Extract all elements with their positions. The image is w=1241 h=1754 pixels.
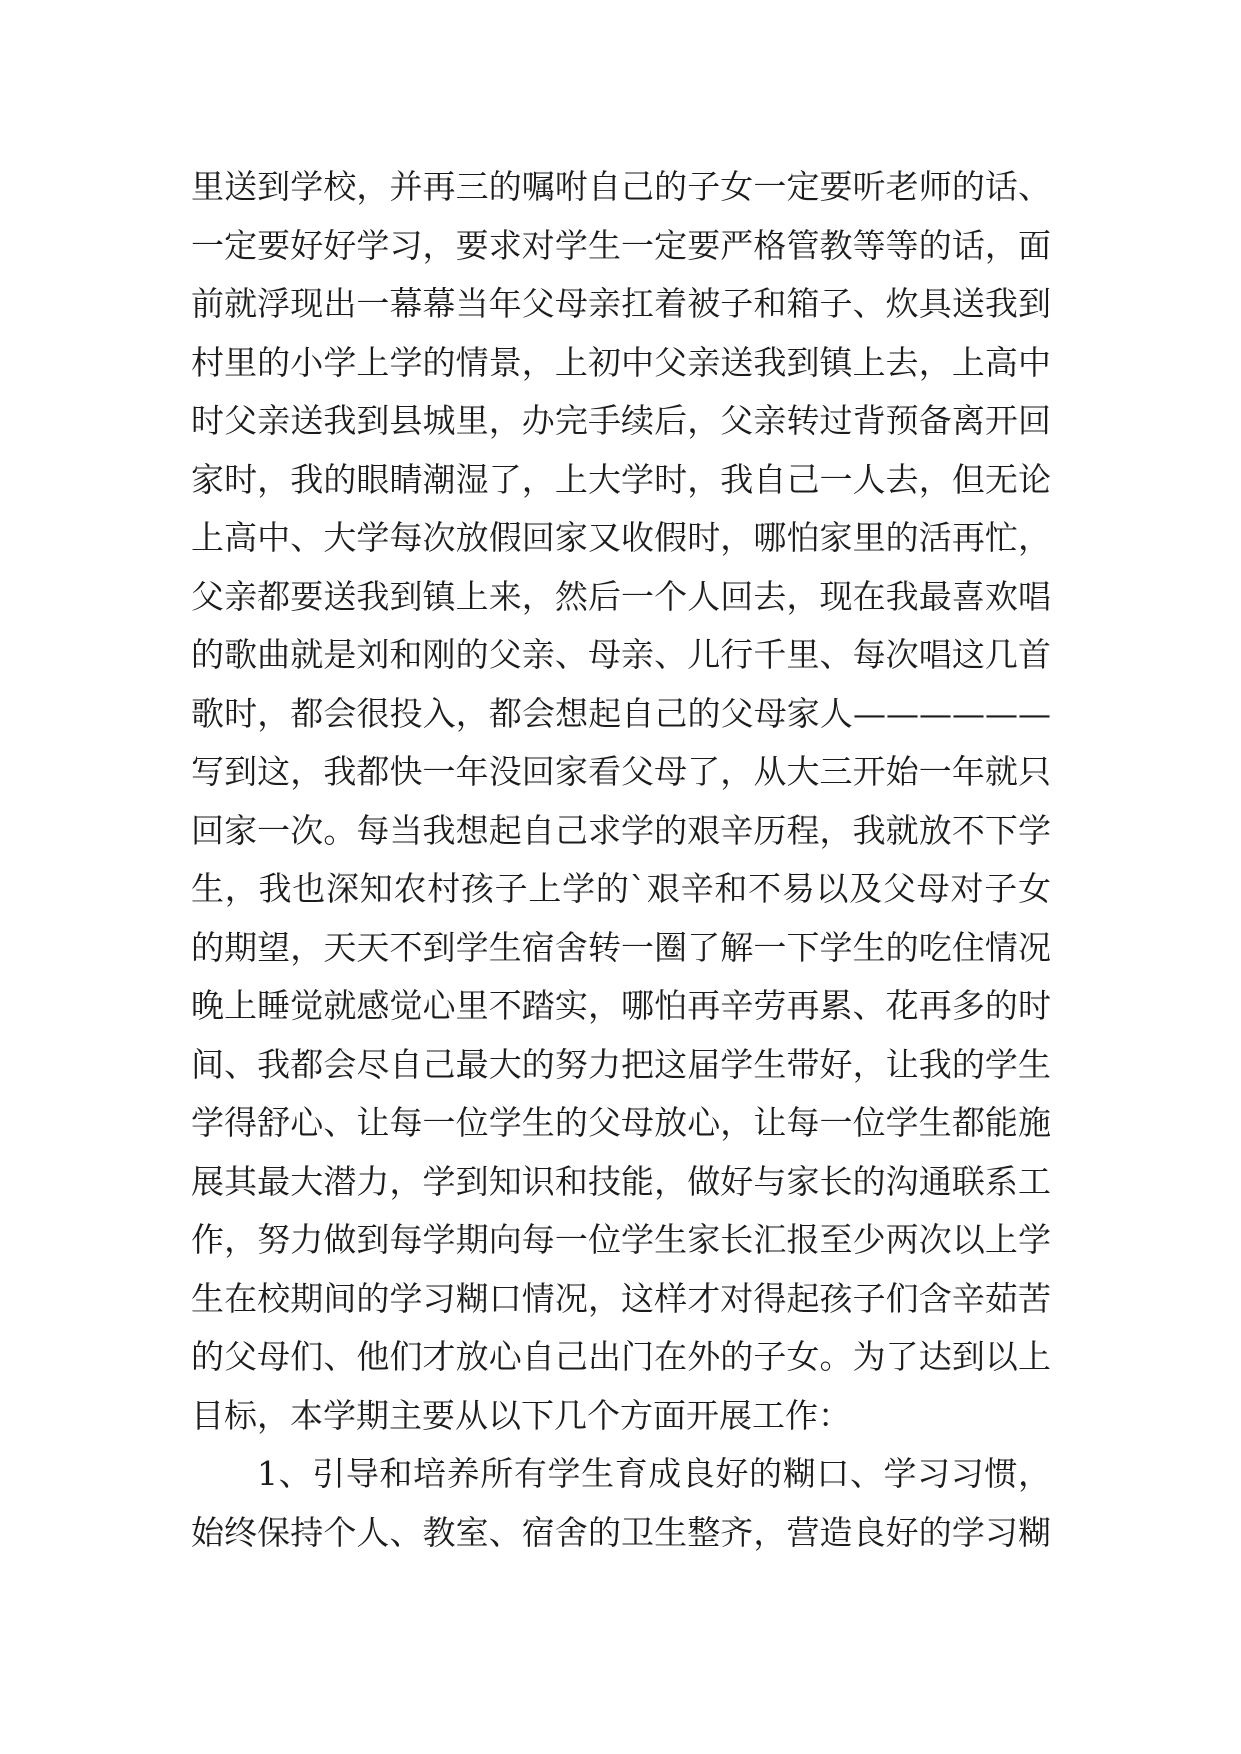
text-line: 生，我也深知农村孩子上学的`艰辛和不易以及父母对子女	[191, 869, 1051, 908]
text-line: 生在校期间的学习糊口情况，这样才对得起孩子们含辛茹苦	[191, 1278, 1051, 1318]
text-line: 回家一次。每当我想起自己求学的艰辛历程，我就放不下学	[191, 810, 1051, 850]
text-line: 父亲都要送我到镇上来，然后一个人回去，现在我最喜欢唱	[191, 576, 1051, 616]
text-line: 村里的小学上学的情景，上初中父亲送我到镇上去，上高中	[191, 342, 1051, 382]
text-line: 上高中、大学每次放假回家又收假时，哪怕家里的活再忙，	[191, 518, 1051, 557]
text-line: 作，努力做到每学期向每一位学生家长汇报至少两次以上学	[191, 1220, 1051, 1259]
text-line: 的期望，天天不到学生宿舍转一圈了解一下学生的吃住情况	[191, 927, 1051, 967]
text-line: 歌时，都会很投入，都会想起自己的父母家人——————	[191, 693, 1051, 733]
body-text	[191, 158, 1051, 1562]
text-line: 前就浮现出一幕幕当年父母亲扛着被子和箱子、炊具送我到	[191, 284, 1051, 323]
text-line: 晚上睡觉就感觉心里不踏实，哪怕再辛劳再累、花再多的时	[191, 986, 1051, 1025]
text-line: 时父亲送我到县城里，办完手续后，父亲转过背预备离开回	[191, 401, 1051, 440]
text-line: 的歌曲就是刘和刚的父亲、母亲、儿行千里、每次唱这几首	[191, 635, 1051, 674]
text-line: 一定要好好学习，要求对学生一定要严格管教等等的话，面	[191, 225, 1051, 265]
text-line: 写到这，我都快一年没回家看父母了，从大三开始一年就只	[191, 752, 1051, 791]
text-line: 里送到学校，并再三的嘱咐自己的子女一定要听老师的话、	[191, 167, 1051, 206]
list-item-1-line: 1、引导和培养所有学生育成良好的糊口、学习习惯，	[257, 1454, 1051, 1493]
text-line: 的父母们、他们才放心自己出门在外的子女。为了达到以上	[191, 1337, 1051, 1376]
text-line: 家时，我的眼睛潮湿了，上大学时，我自己一人去，但无论	[191, 459, 1051, 499]
text-line: 始终保持个人、教室、宿舍的卫生整齐，营造良好的学习糊	[191, 1512, 1051, 1552]
text-line: 学得舒心、让每一位学生的父母放心，让每一位学生都能施	[191, 1103, 1051, 1142]
text-line: 展其最大潜力，学到知识和技能，做好与家长的沟通联系工	[191, 1161, 1051, 1201]
paragraph-end-line: 目标，本学期主要从以下几个方面开展工作：	[191, 1395, 851, 1435]
text-line: 间、我都会尽自己最大的努力把这届学生带好，让我的学生	[191, 1044, 1051, 1084]
